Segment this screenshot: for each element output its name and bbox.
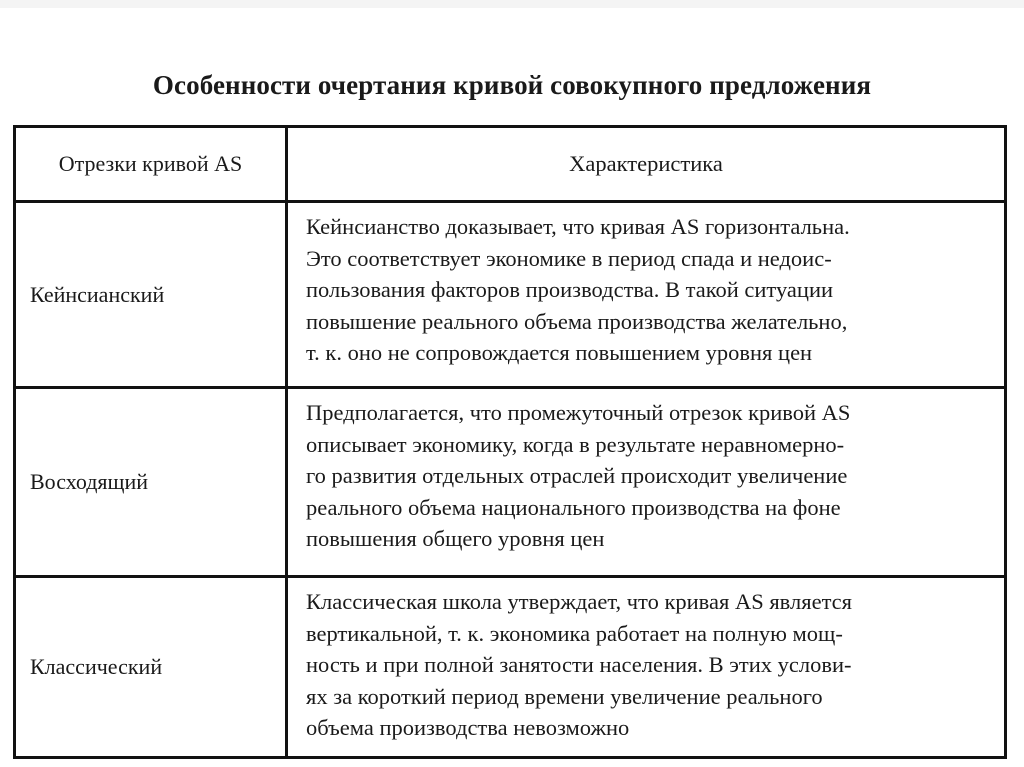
table-header-row bbox=[16, 128, 1004, 203]
characteristic-keynesian bbox=[288, 203, 1004, 386]
text-line: объема производства невозможно bbox=[306, 715, 630, 740]
text-line: пользования факторов производства. В такой ситуации bbox=[306, 277, 834, 302]
text-line: т. к. оно не сопровождается повышением уровня цен bbox=[306, 340, 813, 365]
table-row bbox=[16, 389, 1004, 578]
text-line: Классическая школа утверждает, что кривая AS является bbox=[306, 589, 853, 614]
text-line: го развития отдельных отраслей происходит увеличение bbox=[306, 463, 848, 488]
header-characteristic: Характеристика bbox=[569, 151, 723, 177]
text-line: Предполагается, что промежуточный отрезок кривой AS bbox=[306, 400, 851, 425]
table-row bbox=[16, 578, 1004, 756]
text-line: реального объема национального производства на фоне bbox=[306, 494, 841, 520]
text-line: ность и при полной занятости населения. В этих услови- bbox=[306, 652, 852, 677]
as-curve-table bbox=[13, 125, 1007, 759]
top-band bbox=[0, 0, 1024, 8]
text-line: Это соответствует экономике в период спада и недоис- bbox=[306, 245, 832, 271]
table-row bbox=[16, 203, 1004, 389]
text-line: описывает экономику, когда в результате неравномерно- bbox=[306, 431, 845, 457]
characteristic-ascending bbox=[288, 389, 1004, 575]
segment-ascending: Восходящий bbox=[16, 389, 288, 575]
segment-classical: Классический bbox=[16, 578, 288, 756]
text-line: повышение реального объема производства желательно, bbox=[306, 308, 848, 334]
header-segments: Отрезки кривой AS bbox=[16, 128, 288, 200]
segment-keynesian: Кейнсианский bbox=[16, 203, 288, 386]
page-title: Особенности очертания кривой совокупного предложения bbox=[152, 70, 872, 100]
text-line: Кейнсианство доказывает, что кривая AS горизонтальна. bbox=[306, 214, 850, 239]
text-line: повышения общего уровня цен bbox=[306, 526, 605, 551]
characteristic-classical bbox=[288, 578, 1004, 756]
text-line: вертикальной, т. к. экономика работает на полную мощ- bbox=[306, 620, 843, 646]
text-line: ях за короткий период времени увеличение реального bbox=[306, 683, 823, 709]
